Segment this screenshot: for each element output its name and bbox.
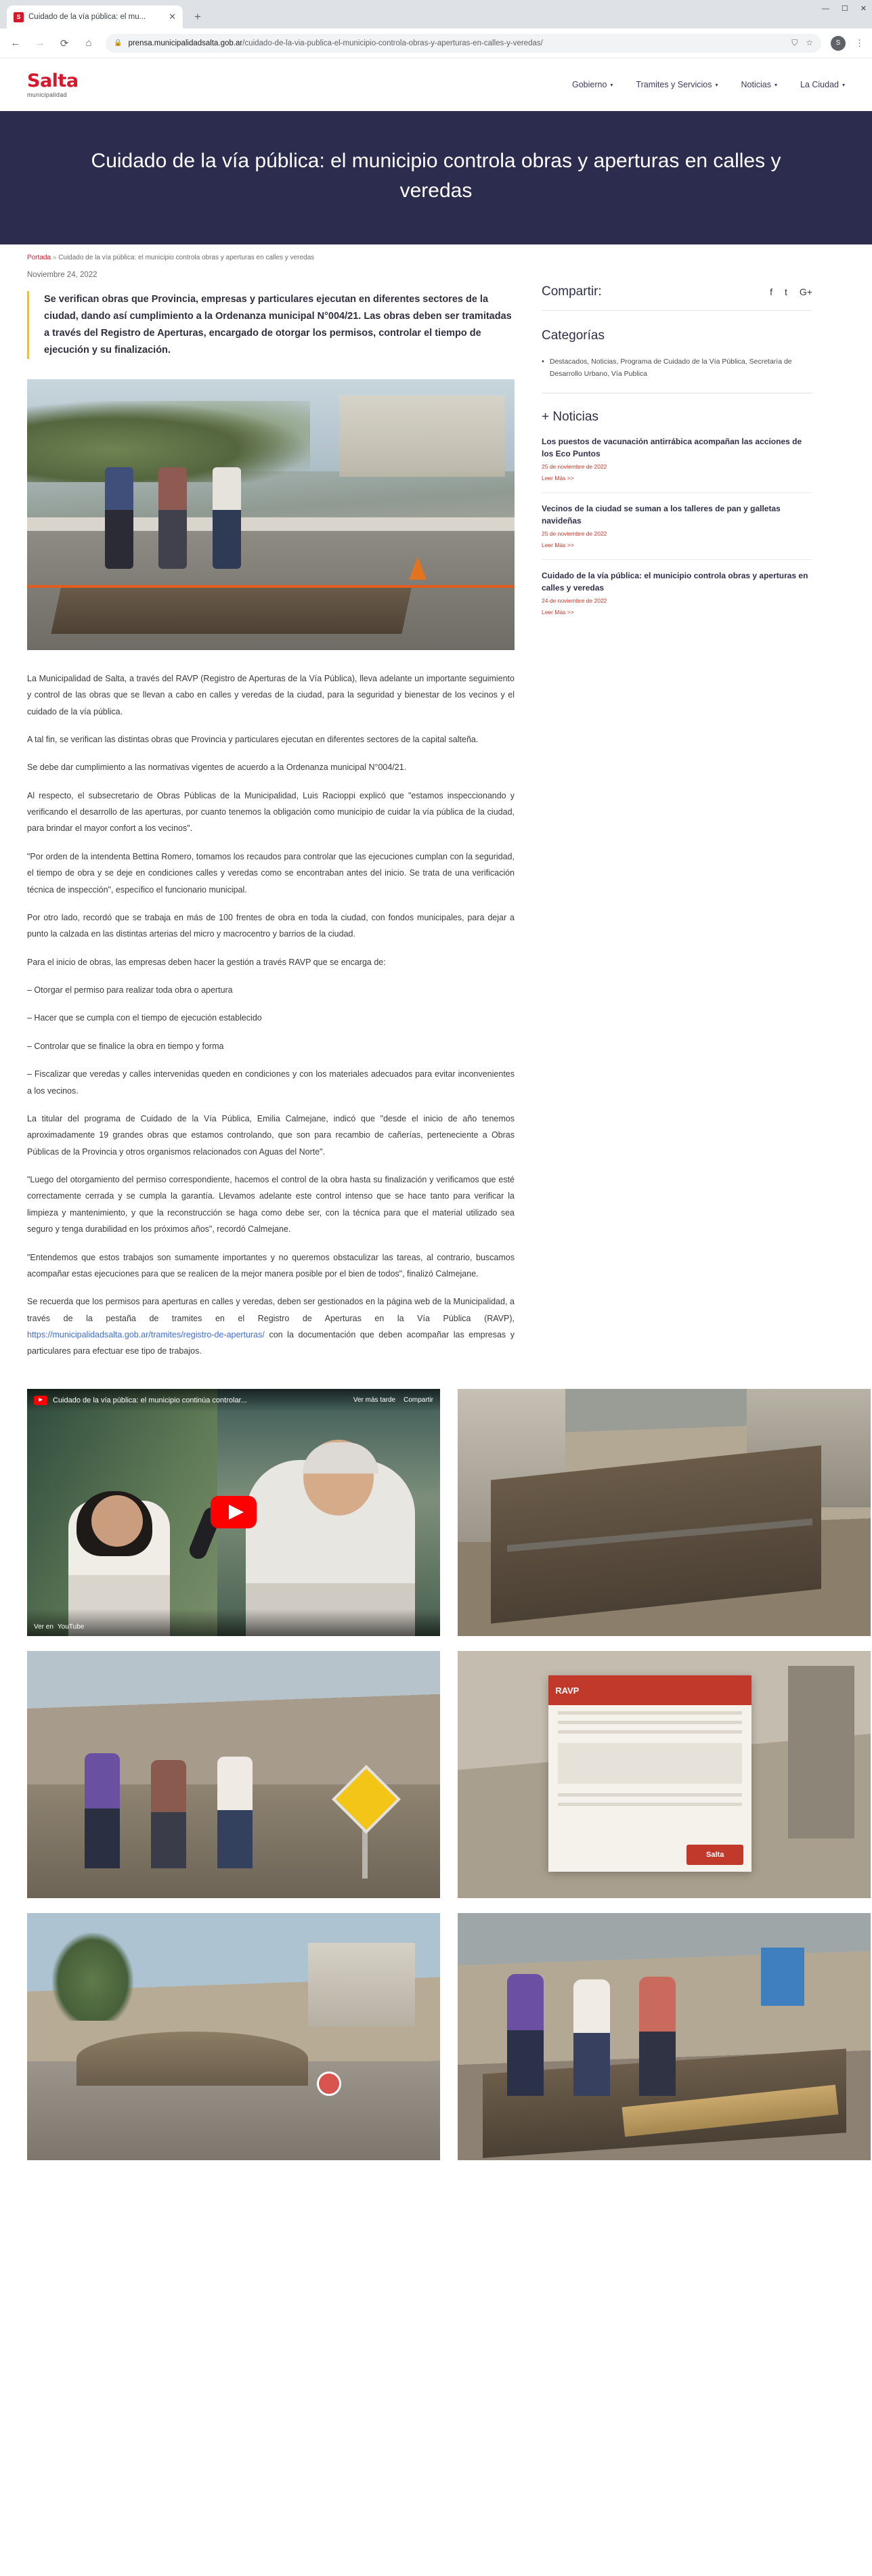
youtube-label[interactable]: YouTube [57, 1623, 85, 1631]
article-lead [27, 291, 515, 359]
categories-text[interactable]: Destacados, Noticias, Programa de Cuidado de la Vía Pública, Secretaría de Desarrollo Urbano, Vía Publica [549, 358, 792, 379]
nav-label: Noticias [741, 80, 771, 89]
share-section [542, 284, 812, 311]
extension-icon[interactable]: ⛉ [791, 38, 798, 47]
news-list-item[interactable] [542, 502, 812, 560]
nav-item-tramites-y-servicios[interactable] [636, 80, 718, 89]
watch-on-label: Ver en [34, 1623, 53, 1631]
news-item-title: Cuidado de la vía pública: el municipio controla obras y aperturas en calles y veredas [542, 570, 808, 593]
video-actions [353, 1396, 433, 1404]
article-lead-text: Se verifican obras que Provincia, empresas y particulares ejecutan en diferentes sectores de la ciudad, dando así cumplimiento a la Ordenanza municipal N°004/21. Las obras deben ser tramitadas a través del Registro de Aperturas, encargado de otorgar los permisos, controlar el tiempo de ejecución y su finalización. [44, 294, 512, 356]
bookmark-icon[interactable]: ☆ [806, 38, 813, 47]
logo-subtext: municipalidad [27, 91, 67, 98]
news-list-item[interactable] [542, 570, 812, 626]
lock-icon: 🔒 [114, 39, 123, 47]
news-item-date: 25 de noviembre de 2022 [542, 463, 607, 470]
close-window-icon[interactable]: ✕ [860, 5, 867, 13]
article-list-item: – Hacer que se cumpla con el tiempo de ejecución establecido [27, 1013, 262, 1023]
url-domain: prensa.municipalidadsalta.gob.ar [128, 39, 243, 47]
categories-list [542, 353, 812, 381]
article-paragraph: Al respecto, el subsecretario de Obras Públicas de la Municipalidad, Luis Racioppi explicó que "estamos inspeccionando y verificando el desarrollo de las aperturas, por cuanto tenemos la obligación como municipio de cuidar la vía pública de la ciudad, para brindar el mayor confort a los vecinos". [27, 790, 515, 834]
article-body [27, 670, 515, 1360]
profile-avatar[interactable]: S [831, 36, 846, 51]
article-list-item: – Controlar que se finalice la obra en tiempo y forma [27, 1041, 224, 1051]
watch-later-button[interactable]: Ver más tarde [353, 1396, 396, 1404]
article-paragraph: Se debe dar cumplimiento a las normativas vigentes de acuerdo a la Ordenanza municipal N°004/21. [27, 763, 407, 773]
categories-title: Categorías [542, 328, 605, 343]
article-column [27, 267, 515, 1371]
article-paragraph: "Entendemos que estos trabajos son sumamente importantes y no queremos obstaculizar las tareas, al contrario, buscamos acompañar estas ejecuciones para que se realicen de la mejor manera posible por el bien de todos", finalizó Calmejane. [27, 1252, 515, 1279]
browser-toolbar [0, 28, 872, 58]
article-hero-image [27, 379, 515, 650]
sidebar [542, 267, 812, 636]
news-item-read-more[interactable]: Leer Más >> [542, 474, 574, 481]
reload-icon[interactable]: ⟳ [60, 37, 69, 49]
news-item-read-more[interactable]: Leer Más >> [542, 541, 574, 549]
bullet-icon: • [542, 358, 544, 366]
minimize-icon[interactable]: — [821, 4, 829, 13]
article-paragraph: A tal fin, se verifican las distintas obras que Provincia y particulares ejecutan en diferentes sectores de la capital salteña. [27, 734, 479, 744]
news-item-title: Los puestos de vacunación antirrábica acompañan las acciones de los Eco Puntos [542, 436, 802, 458]
breadcrumb-separator: » [52, 254, 57, 261]
video-top-bar [27, 1389, 440, 1412]
site-header [0, 58, 872, 111]
page-body [0, 267, 872, 1371]
chevron-down-icon: ▾ [842, 81, 845, 88]
news-section [542, 410, 812, 626]
chevron-down-icon: ▾ [715, 81, 718, 88]
photo-inspection-team[interactable] [27, 1651, 440, 1898]
article-paragraph: La Municipalidad de Salta, a través del RAVP (Registro de Aperturas de la Vía Pública), lleva adelante un importante seguimiento y control de las obras que se llevan a cabo en calles y veredas de la ciudad, para la seguridad y bienestar de los vecinos y el cuidado de la vía pública. [27, 673, 515, 716]
photo-street-works[interactable] [27, 1913, 440, 2160]
news-list-item[interactable] [542, 435, 812, 493]
article-list-item: – Fiscalizar que veredas y calles intervenidas queden en condiciones y con los materiales adecuados para evitar inconvenientes a los vecinos. [27, 1069, 515, 1096]
media-gallery [0, 1371, 872, 2160]
photo-ravp-permit-sign[interactable] [458, 1651, 871, 1898]
article-paragraph: "Por orden de la intendenta Bettina Romero, tomamos los recaudos para controlar que las ejecuciones cumplan con la seguridad, el tiempo de obra y se deje en condiciones calles y veredas como se encontraban antes del inicio. Se trata de una verificación técnica de inspección", específico el funcionario municipal. [27, 851, 515, 895]
tab-title: Cuidado de la vía pública: el mu... [28, 13, 146, 21]
site-logo[interactable] [27, 72, 79, 98]
maximize-icon[interactable]: ☐ [841, 5, 848, 13]
youtube-video-player[interactable] [27, 1389, 440, 1636]
nav-label: Gobierno [571, 80, 607, 89]
twitter-icon[interactable]: t [785, 286, 787, 297]
window-controls [822, 4, 867, 13]
breadcrumb [0, 244, 872, 267]
url-path: /cuidado-de-la-via-publica-el-municipio-controla-obras-y-aperturas-en-calles-y-veredas/ [242, 39, 543, 47]
site-favicon: S [14, 12, 24, 22]
address-bar-url [128, 39, 542, 47]
video-bottom-bar [27, 1609, 440, 1636]
ravp-sign-header: RAVP [548, 1675, 751, 1705]
facebook-icon[interactable]: f [770, 286, 773, 297]
page-title: Cuidado de la vía pública: el municipio controla obras y aperturas en calles y veredas [91, 150, 781, 202]
news-item-date: 25 de noviembre de 2022 [542, 530, 607, 537]
breadcrumb-current: Cuidado de la vía pública: el municipio controla obras y aperturas en calles y veredas [58, 254, 315, 261]
logo-text: Salta [27, 70, 79, 91]
share-icons [770, 286, 812, 297]
new-tab-button[interactable]: + [194, 10, 201, 23]
nav-label: La Ciudad [800, 80, 839, 89]
hero-banner [0, 111, 872, 244]
breadcrumb-home-link[interactable]: Portada [27, 254, 51, 261]
news-title: + Noticias [542, 409, 598, 424]
article-closing-paragraph [27, 1293, 515, 1360]
news-item-title: Vecinos de la ciudad se suman a los talleres de pan y galletas navideñas [542, 503, 781, 525]
tab-close-icon[interactable]: ✕ [169, 12, 176, 22]
photo-workers-trench[interactable] [458, 1913, 871, 2160]
article-paragraph: La titular del programa de Cuidado de la Vía Pública, Emilia Calmejane, indicó que "desde el inicio de año tenemos aproximadamente 19 grandes obras que estamos controlando, que son para recambio de cañerías, perteneciente a Obras Públicas de la Provincia y otros organismos relacionados con Aguas del Norte". [27, 1113, 515, 1157]
nav-label: Tramites y Servicios [636, 80, 712, 89]
chevron-down-icon: ▾ [774, 81, 777, 88]
toolbar-right [831, 36, 864, 51]
news-item-date: 24 de noviembre de 2022 [542, 597, 607, 604]
omnibox-icons [791, 38, 813, 48]
back-icon[interactable]: ← [10, 37, 21, 49]
youtube-logo-icon [34, 1396, 47, 1405]
home-icon[interactable]: ⌂ [85, 37, 92, 49]
categories-section [542, 328, 812, 393]
ravp-sign-footer-logo: Salta [686, 1845, 743, 1865]
news-item-read-more[interactable]: Leer Más >> [542, 608, 574, 616]
browser-tab[interactable] [7, 5, 183, 28]
main-navigation [572, 80, 845, 89]
post-date: Noviembre 24, 2022 [27, 271, 97, 279]
article-paragraph: Para el inicio de obras, las empresas deben hacer la gestión a través RAVP que se encarga de: [27, 957, 386, 967]
tab-strip [0, 0, 872, 28]
closing-suffix: con la documentación que deben acompañar las empresas y particulares para efectuar ese tipo de trabajos. [27, 1330, 515, 1356]
article-paragraph: Por otro lado, recordó que se trabaja en más de 100 frentes de obra en toda la ciudad, con fondos municipales, para dejar a punto la calzada en las distintas arterias del micro y macrocentro y barrios de la ciudad. [27, 912, 515, 939]
nav-item-noticias[interactable] [741, 80, 777, 89]
chevron-down-icon: ▾ [610, 81, 613, 88]
article-list-item: – Otorgar el permiso para realizar toda obra o apertura [27, 985, 233, 995]
share-title: Compartir: [542, 284, 602, 299]
play-icon[interactable] [211, 1496, 257, 1528]
ravp-sign [548, 1675, 751, 1872]
browser-menu-icon[interactable]: ⋮ [855, 37, 864, 48]
browser-window [0, 0, 872, 58]
google-plus-icon[interactable]: G+ [799, 286, 812, 297]
video-title: Cuidado de la vía pública: el municipio continúa controlar... [53, 1396, 247, 1404]
ravp-link[interactable]: https://municipalidadsalta.gob.ar/tramites/registro-de-aperturas/ [27, 1330, 265, 1339]
closing-prefix: Se recuerda que los permisos para aperturas en calles y veredas, deben ser gestionados en la página web de la Municipalidad, a través de la pestaña de tramites en el Registro de Aperturas en la Vía Pública (RAVP), [27, 1297, 515, 1323]
address-bar[interactable] [106, 34, 821, 53]
nav-item-la-ciudad[interactable] [800, 80, 845, 89]
photo-trench-excavation[interactable] [458, 1389, 871, 1636]
forward-icon[interactable]: → [35, 37, 45, 49]
share-button[interactable]: Compartir [404, 1396, 433, 1404]
nav-item-gobierno[interactable] [572, 80, 613, 89]
article-paragraph: "Luego del otorgamiento del permiso correspondiente, hacemos el control de la obra hasta su finalización y verificamos que esté correctamente cerrada y se cumpla la garantía. Llevamos adelante este control intenso que se hace tanto para verificar la limpieza y mantenimiento, y que la reconstrucción se haga como debe ser, con la técnica para que el material utilizado sea seguro y tenga durabilidad en los próximos años", recordó Calmejane. [27, 1175, 515, 1235]
